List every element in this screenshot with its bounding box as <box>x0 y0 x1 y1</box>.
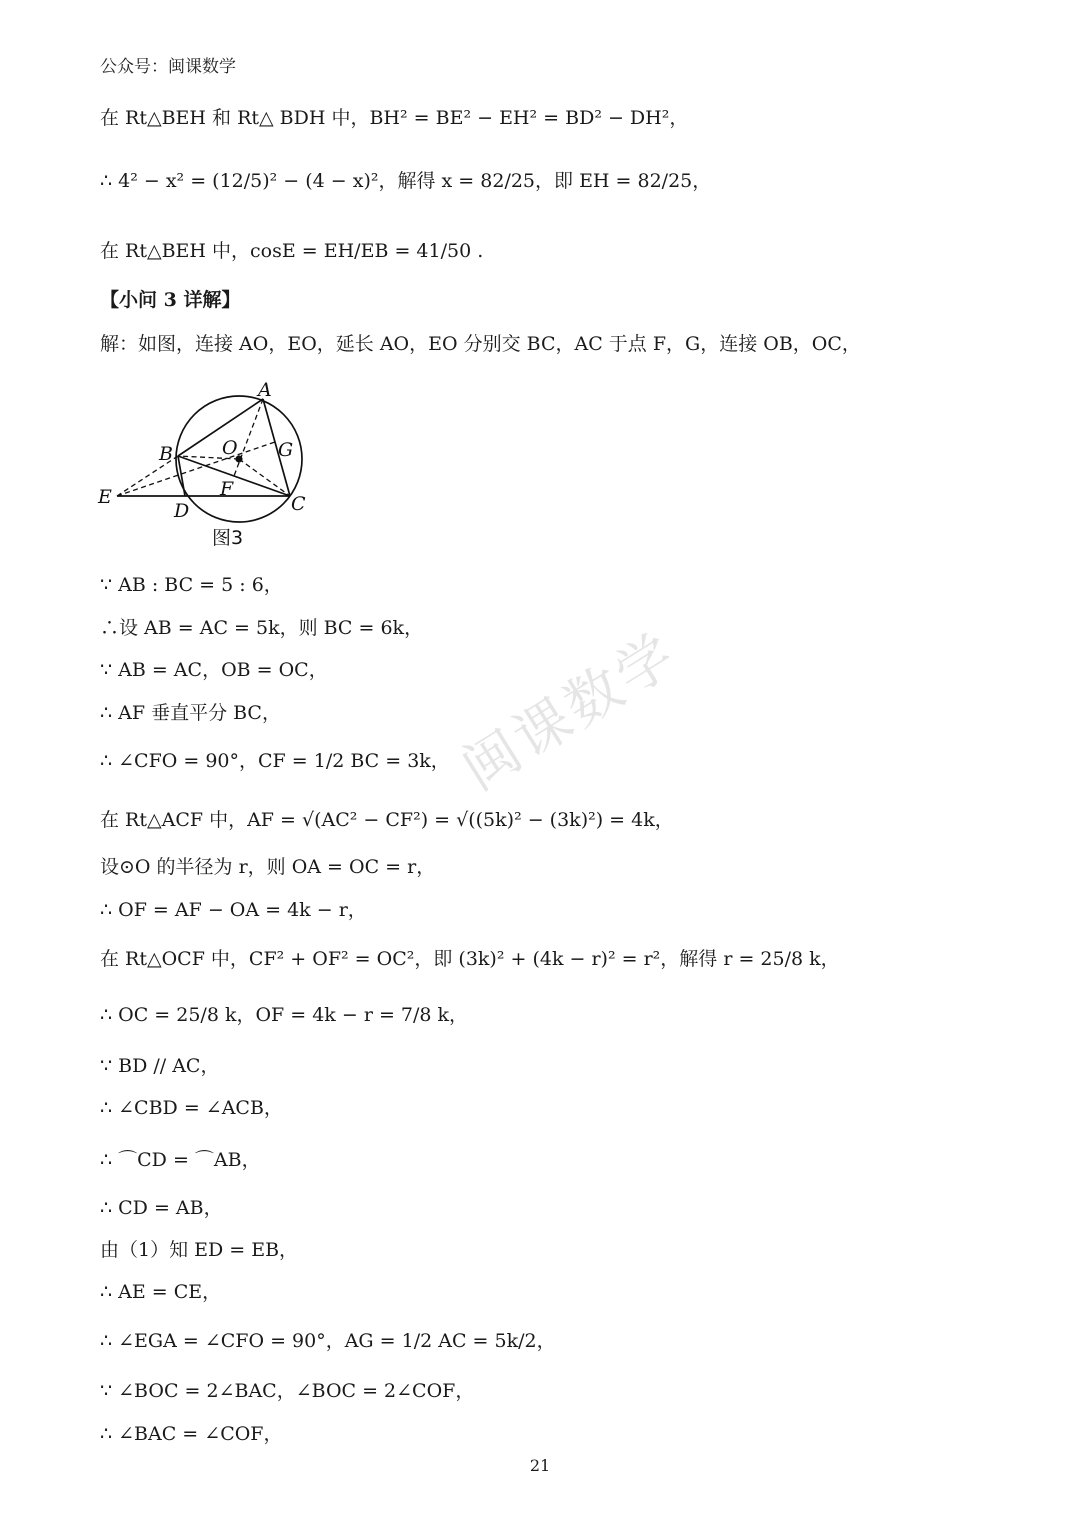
text-line: ∴ CD = AB， <box>100 1197 223 1219</box>
text-line: ∵ BD // AC， <box>100 1055 220 1077</box>
text-line: 在 Rt△BEH 中，cosE = EH/EB = 41/50 . <box>100 240 484 262</box>
text-line: ∵ AB = AC，OB = OC， <box>100 659 328 681</box>
segment-af <box>234 399 263 476</box>
label-g: G <box>278 439 294 461</box>
segment-bc <box>178 456 290 496</box>
segment-eg <box>117 442 275 496</box>
text-line: ∵ AB : BC = 5 : 6， <box>100 574 283 596</box>
text-line: ∴ ∠CFO = 90°，CF = 1/2 BC = 3k， <box>100 750 450 772</box>
text-line: 在 Rt△ACF 中，AF = √(AC² − CF²) = √((5k)² − (3k)²) = 4k， <box>100 809 674 831</box>
text-line: ∴ ⌒CD = ⌒AB， <box>100 1149 261 1171</box>
text-line: ∴ OF = AF − OA = 4k − r， <box>100 899 367 921</box>
text-line: ∵ ∠BOC = 2∠BAC，∠BOC = 2∠COF， <box>100 1380 475 1402</box>
label-o: O <box>222 437 238 459</box>
text-line: 在 Rt△BEH 和 Rt△ BDH 中，BH² = BE² − EH² = BD² − DH²， <box>100 107 689 129</box>
label-e: E <box>98 486 112 508</box>
text-line: ∴ AF 垂直平分 BC， <box>100 702 281 724</box>
text-line: 在 Rt△OCF 中，CF² + OF² = OC²，即 (3k)² + (4k − r)² = r²，解得 r = 25/8 k， <box>100 948 840 970</box>
text-line: ∴ AE = CE， <box>100 1281 222 1303</box>
text-line: ∴ ∠CBD = ∠ACB， <box>100 1097 283 1119</box>
watermark: 闽课数学 <box>451 620 690 804</box>
label-f: F <box>220 478 234 500</box>
text-line: ∴设 AB = AC = 5k，则 BC = 6k， <box>100 617 424 639</box>
text-line: ∴ OC = 25/8 k，OF = 4k − r = 7/8 k， <box>100 1004 469 1026</box>
text-line: ∴ ∠EGA = ∠CFO = 90°，AG = 1/2 AC = 5k/2， <box>100 1330 556 1352</box>
text-line: ∴ ∠BAC = ∠COF， <box>100 1423 283 1445</box>
text-line: ∴ 4² − x² = (12/5)² − (4 − x)²，解得 x = 82/25，即 EH = 82/25， <box>100 170 712 192</box>
geometry-figure <box>92 372 332 552</box>
page-number: 21 <box>529 1456 551 1475</box>
page-header: 公众号：闽课数学 <box>100 57 236 77</box>
segment-ab <box>178 399 263 456</box>
text-line: 由（1）知 ED = EB， <box>100 1239 299 1261</box>
label-a: A <box>258 379 272 401</box>
segment-oc <box>239 459 290 496</box>
label-d: D <box>174 500 190 522</box>
text-line: 解：如图，连接 AO，EO，延长 AO，EO 分别交 BC，AC 于点 F，G，连接 OB，OC， <box>100 333 861 355</box>
figure-caption: 图3 <box>212 527 244 549</box>
text-line: 设⊙O 的半径为 r，则 OA = OC = r， <box>100 856 436 878</box>
label-b: B <box>159 443 173 465</box>
label-c: C <box>291 493 306 515</box>
section-heading: 【小问 3 详解】 <box>100 289 241 311</box>
